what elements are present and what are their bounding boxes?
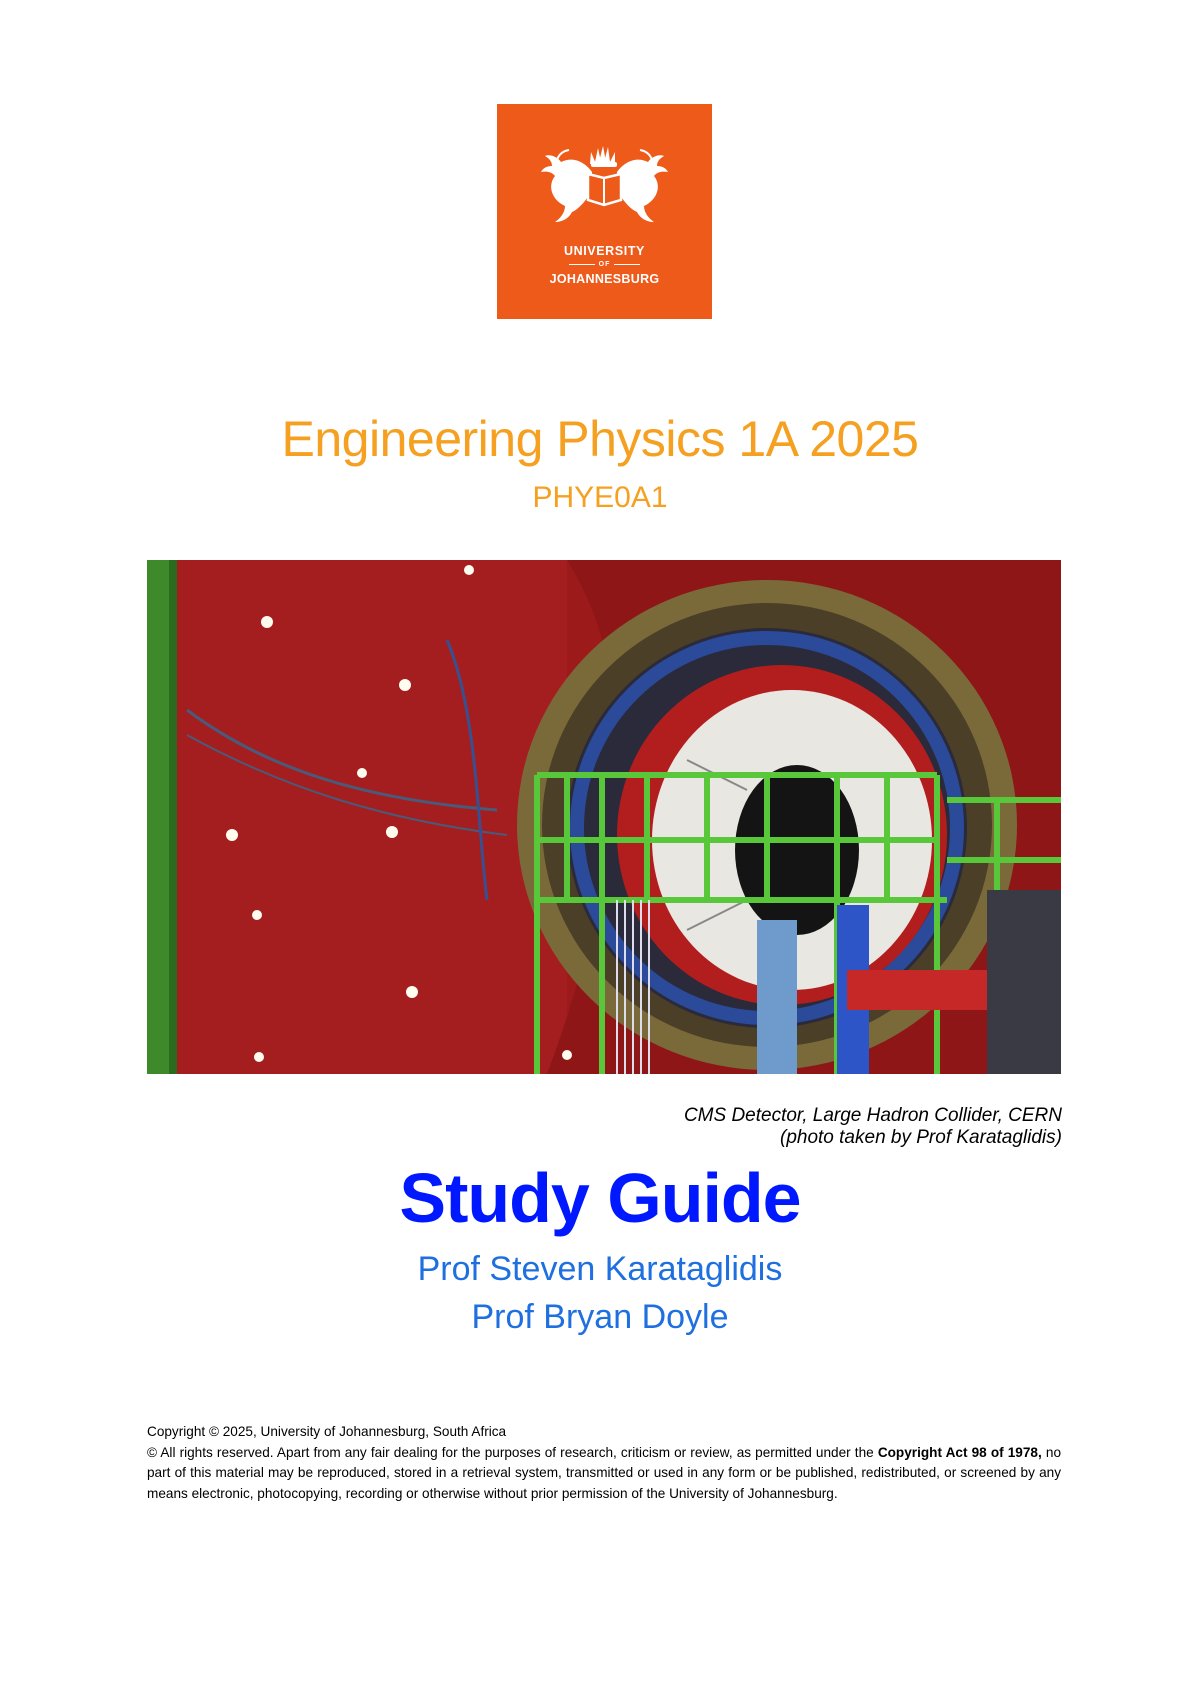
- rights-intro: © All rights reserved. Apart from any fair dealing for the purposes of research, criticism or review, as permitted under the: [147, 1444, 874, 1460]
- caption-line-1: CMS Detector, Large Hadron Collider, CERN: [683, 1105, 1062, 1126]
- author-1: Prof Steven Karataglidis: [417, 1250, 783, 1288]
- caption-line-2: (photo taken by Prof Karataglidis): [780, 1127, 1062, 1148]
- course-title: Engineering Physics 1A 2025: [281, 411, 919, 467]
- detector-illustration: [147, 560, 1061, 1074]
- crest-icon: [497, 104, 712, 319]
- study-guide-title: Study Guide: [399, 1159, 801, 1237]
- photo-caption: [684, 1105, 1062, 1149]
- cms-detector-photo: [147, 560, 1061, 1074]
- copyright-notice: [147, 1422, 1061, 1504]
- logo-line-university: UNIVERSITY: [563, 244, 645, 258]
- logo-line-johannesburg: JOHANNESBURG: [549, 272, 660, 286]
- copyright-line: Copyright © 2025, University of Johannesburg, South Africa: [147, 1424, 507, 1439]
- author-2: Prof Bryan Doyle: [471, 1298, 729, 1336]
- copyright-act: Copyright Act 98 of 1978,: [877, 1444, 1042, 1460]
- university-logo: [497, 104, 712, 319]
- course-code: PHYE0A1: [532, 481, 668, 514]
- rights-paragraph: [147, 1443, 1061, 1505]
- logo-line-of: [497, 261, 712, 268]
- logo-of-text: OF: [598, 261, 611, 268]
- rights-rest: no part of this material may be reproduced, stored in a retrieval system, transmitted or used in any form or be published, redistributed, or screened by any means electronic, photocopying, recording or otherwise without prior permission of the University of Johannesburg.: [147, 1444, 1062, 1501]
